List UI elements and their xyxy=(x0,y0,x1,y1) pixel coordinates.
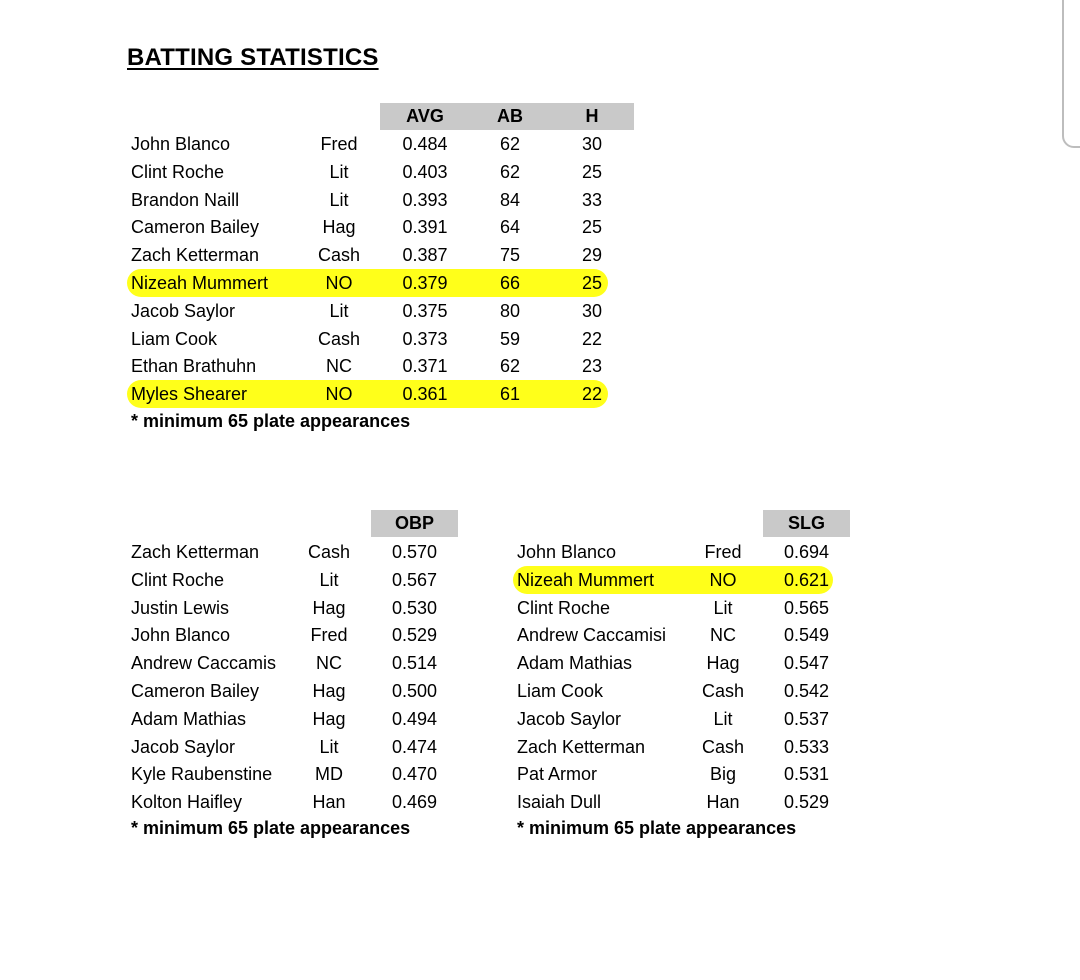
obp-value: 0.469 xyxy=(391,792,438,813)
ab-value: 62 xyxy=(499,356,521,377)
player-name: Jacob Saylor xyxy=(517,708,622,729)
h-value: 25 xyxy=(581,217,603,238)
table-row xyxy=(127,594,458,621)
team: Cash xyxy=(701,736,745,757)
avg-value: 0.387 xyxy=(402,245,448,266)
player-name: Kolton Haifley xyxy=(131,792,243,813)
team: NO xyxy=(325,384,353,405)
scrollbar-edge[interactable] xyxy=(1062,0,1080,148)
table-row xyxy=(513,788,833,815)
obp-value: 0.514 xyxy=(391,653,438,674)
table-row xyxy=(127,186,608,213)
player-name: Cameron Bailey xyxy=(131,681,260,701)
slg-table xyxy=(513,510,863,845)
team: Fred xyxy=(320,134,358,154)
player-name: Nizeah Mummert xyxy=(517,569,655,590)
team: Lit xyxy=(329,189,349,210)
team: NC xyxy=(710,625,736,646)
player-name: Pat Armor xyxy=(517,764,598,785)
h-value: 30 xyxy=(581,134,603,154)
team: NC xyxy=(316,653,342,674)
team: NO xyxy=(709,569,737,590)
avg-table-header xyxy=(380,103,634,130)
obp-table-footnote: * minimum 65 plate appearances xyxy=(131,818,411,838)
table-row xyxy=(513,705,833,732)
table-row xyxy=(513,566,833,593)
player-name: Andrew Caccamis xyxy=(131,653,277,674)
table-row xyxy=(127,130,608,157)
avg-value: 0.361 xyxy=(402,384,448,405)
slg-value: 0.537 xyxy=(783,708,830,729)
team: Cash xyxy=(317,328,361,349)
player-name: Adam Mathias xyxy=(131,708,247,729)
player-name: Clint Roche xyxy=(517,597,611,618)
table-row xyxy=(127,566,458,593)
table-row xyxy=(513,649,833,676)
table-row xyxy=(127,269,608,296)
team: NC xyxy=(326,356,352,377)
slg-value: 0.621 xyxy=(783,569,830,590)
avg-value: 0.391 xyxy=(402,217,448,238)
avg-table xyxy=(127,103,647,438)
obp-value: 0.567 xyxy=(391,569,438,590)
table-row xyxy=(513,594,833,621)
player-name: Liam Cook xyxy=(131,328,218,349)
team: Hag xyxy=(706,653,740,674)
slg-value: 0.565 xyxy=(783,597,830,618)
team: Fred xyxy=(704,542,742,562)
h-value: 25 xyxy=(581,273,603,293)
h-value: 22 xyxy=(581,328,603,349)
table-row xyxy=(127,733,458,760)
team: Hag xyxy=(312,681,346,701)
avg-value: 0.403 xyxy=(402,161,448,182)
obp-value: 0.470 xyxy=(391,764,438,785)
slg-value: 0.542 xyxy=(783,681,830,701)
slg-value: 0.529 xyxy=(783,792,830,813)
table-row xyxy=(513,538,833,565)
player-name: John Blanco xyxy=(131,134,231,154)
table-row xyxy=(127,649,458,676)
ab-value: 75 xyxy=(499,245,521,266)
ab-value: 61 xyxy=(499,384,521,405)
player-name: John Blanco xyxy=(131,625,231,646)
obp-table-header xyxy=(371,510,458,537)
team: Lit xyxy=(319,569,339,590)
h-value: 33 xyxy=(581,189,603,210)
player-name: Zach Ketterman xyxy=(517,736,646,757)
table-row xyxy=(127,325,608,352)
obp-table xyxy=(127,510,467,845)
ab-value: 84 xyxy=(499,189,521,210)
table-row xyxy=(127,213,608,240)
ab-value: 62 xyxy=(499,134,521,154)
avg-value: 0.484 xyxy=(402,134,448,154)
table-row xyxy=(513,760,833,787)
team: Hag xyxy=(322,217,356,238)
player-name: Brandon Naill xyxy=(131,189,240,210)
obp-value: 0.494 xyxy=(391,708,438,729)
team: Han xyxy=(312,792,346,813)
team: Cash xyxy=(307,542,351,562)
team: Fred xyxy=(310,625,348,646)
team: Lit xyxy=(319,736,339,757)
column-header-avg: AVG xyxy=(406,106,444,126)
team: Lit xyxy=(713,597,733,618)
obp-value: 0.570 xyxy=(391,542,438,562)
h-value: 22 xyxy=(581,384,603,405)
slg-table-header xyxy=(763,510,850,537)
player-name: Ethan Brathuhn xyxy=(131,356,257,377)
player-name: Zach Ketterman xyxy=(131,245,260,266)
column-header-slg: SLG xyxy=(787,513,825,533)
team: Cash xyxy=(317,245,361,266)
player-name: Justin Lewis xyxy=(131,597,230,618)
player-name: Clint Roche xyxy=(131,569,225,590)
h-value: 23 xyxy=(581,356,603,377)
table-row xyxy=(127,760,458,787)
ab-value: 66 xyxy=(499,273,521,293)
avg-value: 0.373 xyxy=(402,328,448,349)
page-title: BATTING STATISTICS xyxy=(127,44,379,71)
player-name: Jacob Saylor xyxy=(131,300,236,321)
ab-value: 80 xyxy=(499,300,521,321)
table-row xyxy=(513,621,833,648)
slg-value: 0.694 xyxy=(783,542,830,562)
table-row xyxy=(127,788,458,815)
slg-value: 0.531 xyxy=(783,764,830,785)
team: MD xyxy=(315,764,343,785)
h-value: 29 xyxy=(581,245,603,266)
team: Hag xyxy=(312,708,346,729)
obp-value: 0.529 xyxy=(391,625,438,646)
table-row xyxy=(127,241,608,268)
slg-value: 0.533 xyxy=(783,736,830,757)
player-name: Adam Mathias xyxy=(517,653,633,674)
team: Han xyxy=(706,792,740,813)
obp-value: 0.530 xyxy=(391,597,438,618)
player-name: Kyle Raubenstine xyxy=(131,764,273,785)
team: NO xyxy=(325,273,353,293)
table-row xyxy=(127,352,608,379)
team: Hag xyxy=(312,597,346,618)
ab-value: 59 xyxy=(499,328,521,349)
team: Lit xyxy=(329,300,349,321)
h-value: 30 xyxy=(581,300,603,321)
ab-value: 62 xyxy=(499,161,521,182)
ab-value: 64 xyxy=(499,217,521,238)
avg-value: 0.379 xyxy=(402,273,448,293)
avg-value: 0.393 xyxy=(402,189,448,210)
slg-value: 0.547 xyxy=(783,653,830,674)
team: Lit xyxy=(713,708,733,729)
player-name: Clint Roche xyxy=(131,161,225,182)
table-row xyxy=(127,538,458,565)
player-name: John Blanco xyxy=(517,542,617,562)
table-row xyxy=(127,621,458,648)
player-name: Myles Shearer xyxy=(131,384,248,405)
table-row xyxy=(513,677,833,704)
player-name: Isaiah Dull xyxy=(517,792,602,813)
table-row xyxy=(127,297,608,324)
player-name: Zach Ketterman xyxy=(131,542,260,562)
team: Cash xyxy=(701,681,745,701)
table-row xyxy=(513,733,833,760)
player-name: Andrew Caccamisi xyxy=(517,625,667,646)
player-name: Nizeah Mummert xyxy=(131,273,269,293)
player-name: Jacob Saylor xyxy=(131,736,236,757)
obp-value: 0.500 xyxy=(391,681,438,701)
player-name: Liam Cook xyxy=(517,681,604,701)
table-row xyxy=(127,158,608,185)
team: Big xyxy=(709,764,736,785)
team: Lit xyxy=(329,161,349,182)
column-header-h: H xyxy=(585,106,599,126)
slg-value: 0.549 xyxy=(783,625,830,646)
h-value: 25 xyxy=(581,161,603,182)
avg-value: 0.371 xyxy=(402,356,448,377)
column-header-ab: AB xyxy=(497,106,523,126)
slg-table-footnote: * minimum 65 plate appearances xyxy=(517,818,797,838)
table-row xyxy=(127,705,458,732)
table-row xyxy=(127,380,608,407)
avg-value: 0.375 xyxy=(402,300,448,321)
column-header-obp: OBP xyxy=(394,513,434,533)
player-name: Cameron Bailey xyxy=(131,217,260,238)
obp-value: 0.474 xyxy=(391,736,438,757)
table-row xyxy=(127,677,458,704)
avg-table-footnote: * minimum 65 plate appearances xyxy=(131,411,411,431)
